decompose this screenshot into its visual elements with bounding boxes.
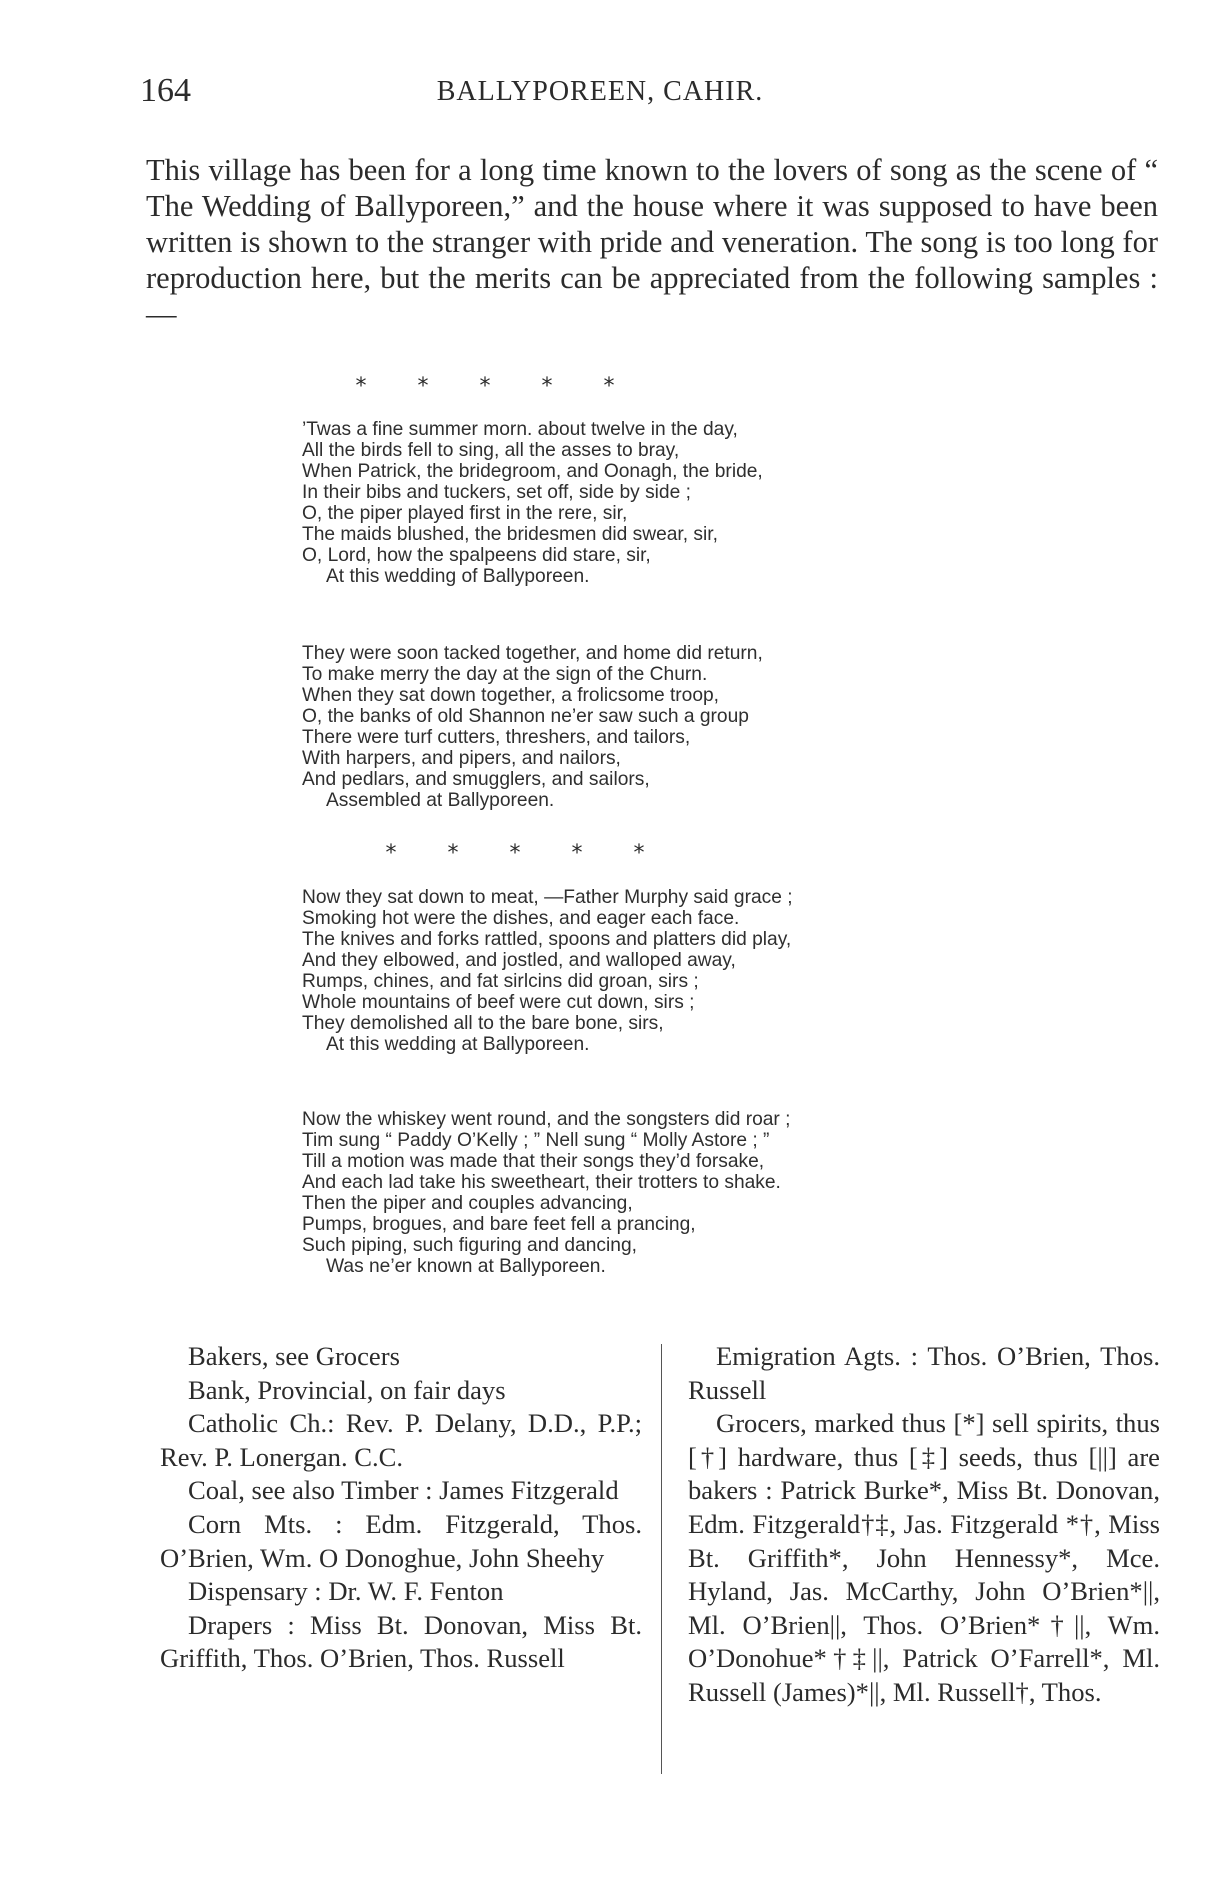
poem-line: Pumps, brogues, and bare feet fell a prancing, bbox=[302, 1214, 696, 1235]
poem-line: Now the whiskey went round, and the songsters did roar ; bbox=[302, 1109, 791, 1130]
directory-entry: Grocers, marked thus [*] sell spirits, thus [†] hardware, thus [‡] seeds, thus [||] are bakers : Patrick Burke*, Miss Bt. Donovan, Edm. Fitzgerald†‡, Jas. Fitzgerald *†, Miss Bt. Griffith*, John Hennessy*, Mce. Hyland, Jas. McCarthy, John O’Brien*||, Ml. O’Brien||, Thos. O’Brien*†||, Wm. O’Donohue*†‡||, Patrick O’Farrell*, Ml. Russell (James)*||, Ml. Russell†, Thos. bbox=[688, 1408, 1160, 1707]
directory-entry: Drapers : Miss Bt. Donovan, Miss Bt. Griffith, Thos. O’Brien, Thos. Russell bbox=[160, 1609, 642, 1674]
directory-entry: Bakers, see Grocers bbox=[188, 1341, 400, 1371]
poem-line: When Patrick, the bridegroom, and Oonagh, the bride, bbox=[302, 461, 763, 482]
poem-line: Now they sat down to meat, —Father Murphy said grace ; bbox=[302, 887, 793, 908]
poem-line: They demolished all to the bare bone, sirs, bbox=[302, 1013, 664, 1034]
star-icon: * bbox=[417, 374, 429, 399]
star-icon: * bbox=[509, 841, 521, 866]
poem-line: With harpers, and pipers, and nailors, bbox=[302, 748, 621, 769]
star-icon: * bbox=[355, 374, 367, 399]
poem-line: And they elbowed, and jostled, and walloped away, bbox=[302, 950, 736, 971]
poem-line: Till a motion was made that their songs they’d forsake, bbox=[302, 1151, 765, 1172]
star-icon: * bbox=[479, 374, 491, 399]
poem-stanza-4 bbox=[302, 1109, 1062, 1277]
star-separator bbox=[355, 374, 615, 399]
intro-text: This village has been for a long time known to the lovers of song as the scene of “ The Wedding of Ballyporeen,” and the house where it was supposed to have been written is shown to the stranger with pride and veneration. The song is too long for reproduction here, but the merits can be appreciated from the following samples :— bbox=[146, 153, 1158, 331]
poem-line: Whole mountains of beef were cut down, sirs ; bbox=[302, 992, 695, 1013]
poem-line: O, the banks of old Shannon ne’er saw such a group bbox=[302, 706, 749, 727]
poem-line: The maids blushed, the bridesmen did swear, sir, bbox=[302, 524, 718, 545]
poem-line: To make merry the day at the sign of the Churn. bbox=[302, 664, 708, 685]
poem-stanza-1 bbox=[302, 419, 1062, 587]
directory-entry: Emigration Agts. : Thos. O’Brien, Thos. Russell bbox=[688, 1341, 1160, 1405]
star-icon: * bbox=[385, 841, 397, 866]
column-divider bbox=[661, 1344, 662, 1774]
poem-line: O, the piper played first in the rere, sir, bbox=[302, 503, 628, 524]
directory-entry: Corn Mts. : Edm. Fitzgerald, Thos. O’Brien, Wm. O Donoghue, John Sheehy bbox=[160, 1508, 642, 1573]
poem-line: When they sat down together, a frolicsome troop, bbox=[302, 685, 720, 706]
directory-entry: Catholic Ch.: Rev. P. Delany, D.D., P.P.; Rev. P. Lonergan. C.C. bbox=[160, 1408, 642, 1472]
directory-entry: Bank, Provincial, on fair days bbox=[188, 1374, 506, 1405]
star-separator bbox=[385, 841, 645, 866]
page-number: 164 bbox=[140, 72, 191, 109]
poem-line: The knives and forks rattled, spoons and platters did play, bbox=[302, 929, 792, 950]
poem-stanza-2 bbox=[302, 643, 1062, 811]
poem-line: ’Twas a fine summer morn. about twelve in the day, bbox=[302, 419, 738, 440]
poem-line: Such piping, such figuring and dancing, bbox=[302, 1235, 637, 1256]
poem-line: At this wedding at Ballyporeen. bbox=[326, 1034, 590, 1055]
directory-right-column bbox=[688, 1340, 1160, 1710]
poem-line: Smoking hot were the dishes, and eager each face. bbox=[302, 908, 740, 929]
directory-left-column bbox=[160, 1340, 642, 1676]
directory-entry: Dispensary : Dr. W. F. Fenton bbox=[188, 1576, 504, 1607]
poem-stanza-3 bbox=[302, 887, 1062, 1055]
poem-line: There were turf cutters, threshers, and tailors, bbox=[302, 727, 691, 748]
poem-line: Assembled at Ballyporeen. bbox=[326, 790, 555, 811]
poem-line: All the birds fell to sing, all the asses to bray, bbox=[302, 440, 680, 461]
directory-entry: Coal, see also Timber : James Fitzgerald bbox=[188, 1475, 619, 1506]
poem-line: Then the piper and couples advancing, bbox=[302, 1193, 633, 1214]
star-icon: * bbox=[603, 374, 615, 399]
star-icon: * bbox=[571, 841, 583, 866]
intro-paragraph bbox=[146, 152, 1158, 332]
page-header bbox=[140, 72, 1060, 122]
poem-line: And each lad take his sweetheart, their trotters to shake. bbox=[302, 1172, 781, 1193]
poem-line: O, Lord, how the spalpeens did stare, sir, bbox=[302, 545, 651, 566]
poem-line: Rumps, chines, and fat sirlcins did groan, sirs ; bbox=[302, 971, 699, 992]
running-head: BALLYPOREEN, CAHIR. bbox=[436, 76, 764, 107]
poem-line: Was ne’er known at Ballyporeen. bbox=[326, 1256, 606, 1277]
poem-line: In their bibs and tuckers, set off, side by side ; bbox=[302, 482, 691, 503]
poem-line: At this wedding of Ballyporeen. bbox=[326, 566, 590, 587]
star-icon: * bbox=[447, 841, 459, 866]
star-icon: * bbox=[633, 841, 645, 866]
star-icon: * bbox=[541, 374, 553, 399]
poem-line: Tim sung “ Paddy O’Kelly ; ” Nell sung “ Molly Astore ; ” bbox=[302, 1130, 770, 1151]
poem-line: And pedlars, and smugglers, and sailors, bbox=[302, 769, 650, 790]
poem-line: They were soon tacked together, and home did return, bbox=[302, 643, 763, 664]
